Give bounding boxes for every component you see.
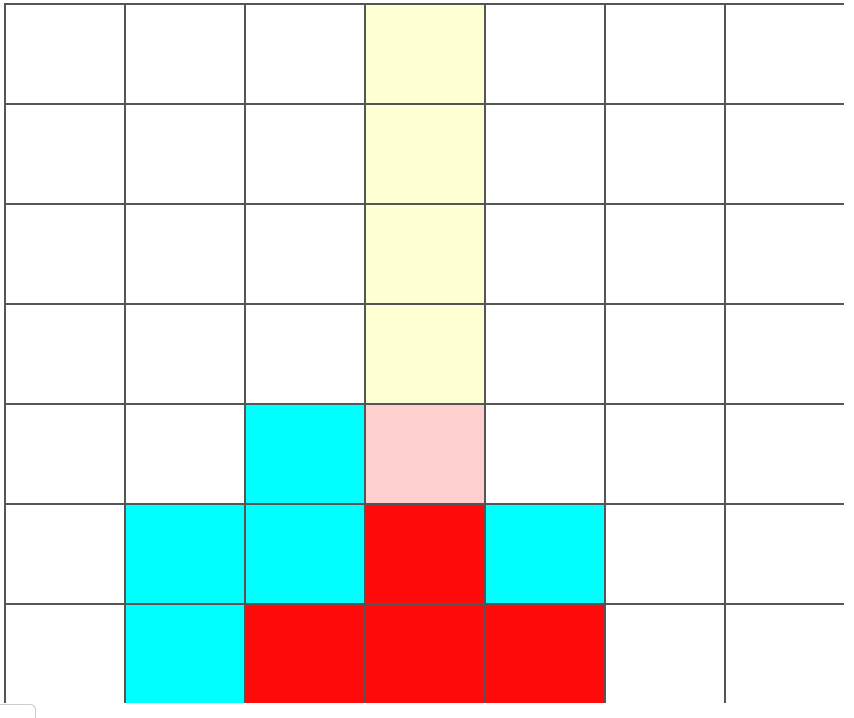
cell-active-block-r6-c4 bbox=[484, 603, 604, 703]
game-board bbox=[4, 3, 844, 703]
cell-empty-r5-c6 bbox=[724, 503, 844, 603]
cell-settled-block-r5-c1 bbox=[124, 503, 244, 603]
cell-empty-r3-c0 bbox=[4, 303, 124, 403]
cell-active-block-r6-c3 bbox=[364, 603, 484, 703]
cell-empty-r2-c1 bbox=[124, 203, 244, 303]
cell-empty-r3-c2 bbox=[244, 303, 364, 403]
cell-empty-r2-c4 bbox=[484, 203, 604, 303]
cell-drop-path-r2-c3 bbox=[364, 203, 484, 303]
cell-empty-r0-c1 bbox=[124, 3, 244, 103]
cell-empty-r1-c6 bbox=[724, 103, 844, 203]
cell-empty-r0-c4 bbox=[484, 3, 604, 103]
cell-settled-block-r5-c2 bbox=[244, 503, 364, 603]
cell-empty-r1-c5 bbox=[604, 103, 724, 203]
cell-empty-r3-c4 bbox=[484, 303, 604, 403]
cell-empty-r4-c5 bbox=[604, 403, 724, 503]
cell-drop-path-r3-c3 bbox=[364, 303, 484, 403]
cell-settled-block-r4-c2 bbox=[244, 403, 364, 503]
cell-empty-r6-c5 bbox=[604, 603, 724, 703]
cell-ghost-landing-r4-c3 bbox=[364, 403, 484, 503]
cell-drop-path-r0-c3 bbox=[364, 3, 484, 103]
cell-empty-r6-c6 bbox=[724, 603, 844, 703]
cell-empty-r0-c6 bbox=[724, 3, 844, 103]
cell-empty-r3-c1 bbox=[124, 303, 244, 403]
cell-active-block-r5-c3 bbox=[364, 503, 484, 603]
cell-empty-r1-c0 bbox=[4, 103, 124, 203]
cell-empty-r1-c4 bbox=[484, 103, 604, 203]
cell-empty-r4-c0 bbox=[4, 403, 124, 503]
cell-empty-r1-c1 bbox=[124, 103, 244, 203]
cell-empty-r1-c2 bbox=[244, 103, 364, 203]
cell-empty-r5-c5 bbox=[604, 503, 724, 603]
cell-empty-r0-c2 bbox=[244, 3, 364, 103]
cell-empty-r2-c2 bbox=[244, 203, 364, 303]
cell-empty-r6-c0 bbox=[4, 603, 124, 703]
cell-empty-r0-c5 bbox=[604, 3, 724, 103]
cell-drop-path-r1-c3 bbox=[364, 103, 484, 203]
cell-empty-r4-c4 bbox=[484, 403, 604, 503]
cell-empty-r3-c5 bbox=[604, 303, 724, 403]
cell-settled-block-r6-c1 bbox=[124, 603, 244, 703]
cell-empty-r5-c0 bbox=[4, 503, 124, 603]
cell-empty-r2-c0 bbox=[4, 203, 124, 303]
cell-empty-r0-c0 bbox=[4, 3, 124, 103]
cell-empty-r2-c6 bbox=[724, 203, 844, 303]
cell-empty-r2-c5 bbox=[604, 203, 724, 303]
cell-active-block-r6-c2 bbox=[244, 603, 364, 703]
cell-empty-r4-c6 bbox=[724, 403, 844, 503]
cell-empty-r3-c6 bbox=[724, 303, 844, 403]
window-corner bbox=[0, 704, 36, 718]
cell-settled-block-r5-c4 bbox=[484, 503, 604, 603]
cell-empty-r4-c1 bbox=[124, 403, 244, 503]
